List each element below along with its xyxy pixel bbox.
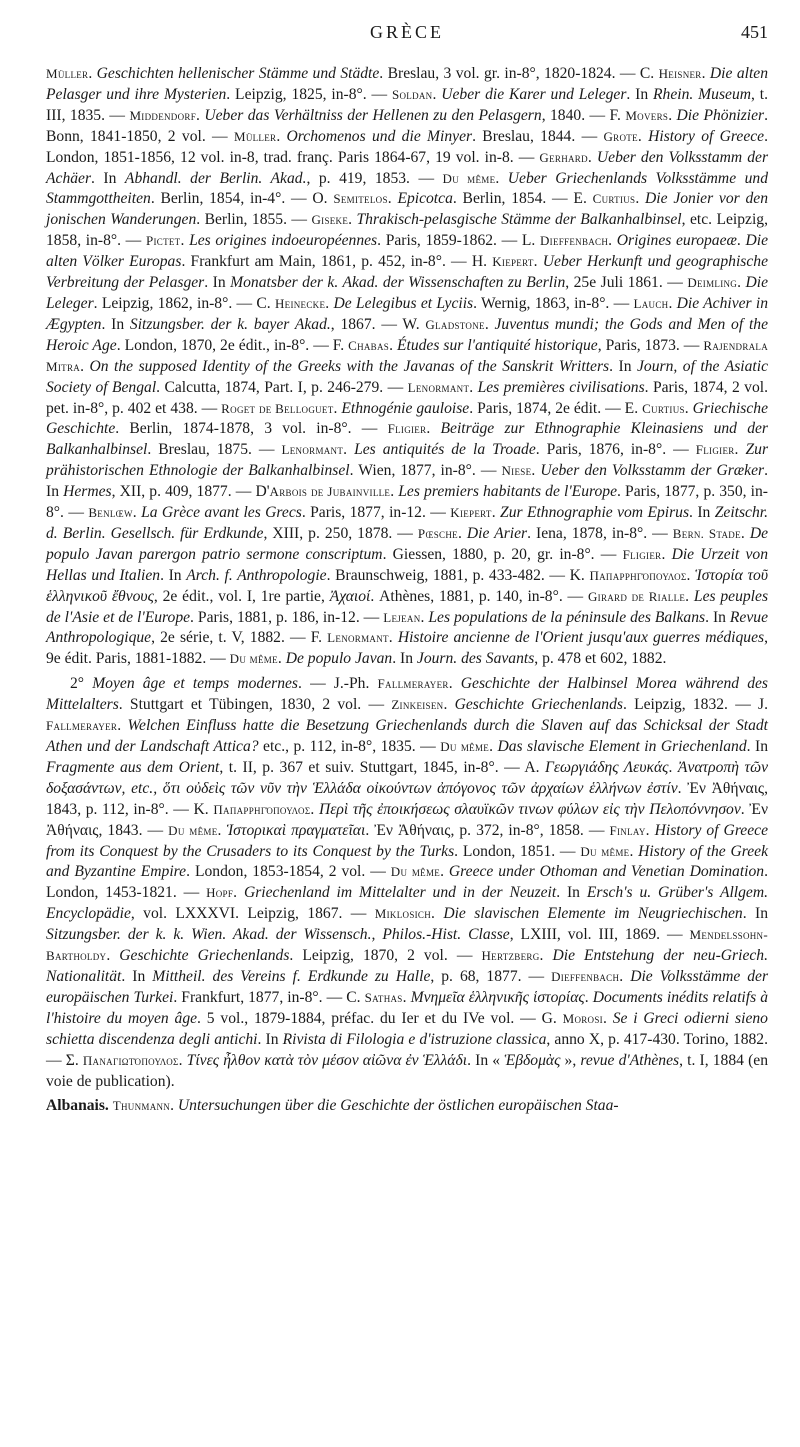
citation-text: . [602,1009,613,1027]
author-name: Bern. Stade [672,525,741,541]
author-name: Heinecke [274,295,326,311]
citation-text: , 25e Juli 1861. — [565,274,688,292]
work-title: Les populations de la péninsule des Balkans [428,608,706,626]
citation-text: . In [556,884,587,902]
work-title: Moyen âge et temps modernes [92,675,299,693]
citation-text: . [80,357,90,375]
work-title: Juventus mundi; the Gods and Men of the Heroic Age [46,315,769,354]
citation-text: . [180,232,190,250]
citation-text: . [388,629,398,647]
citation-text: , p. 478 et 602, 1882. [534,650,667,668]
citation-text: . [443,696,455,714]
citation-text: . [495,169,508,187]
work-title: Études sur l'antiquité historique [396,336,598,354]
work-title: Hermes [63,483,112,501]
citation-text: . [402,988,411,1006]
citation-text: . [389,336,397,354]
work-title: Griechenland im Mittelalter und in der Neuzeit [243,884,557,902]
work-title: Sitzungsber. der k. k. Wien. Akad. der Wissensch., Philos.-Hist. Classe [46,926,510,944]
author-name: Niese [501,463,532,479]
citation-text: . [668,758,678,776]
work-title: Geschichten hellenischer Stämme und Städte [96,65,380,82]
work-title: Die Leleger [46,274,768,312]
citation-text: , XIII, p. 250, 1878. — [263,524,418,542]
citation-text: , 1867. — W. [330,315,426,333]
citation-text: , t. III, 1835. — [46,85,768,124]
citation-text: . [491,504,501,522]
work-title: Arch. f. Anthropologie [186,566,327,584]
citation-text: . — J.-Ph. [298,675,378,693]
work-title: Les premières civilisations [477,378,645,396]
citation-text: . London, 1453-1821. — [46,863,768,902]
citation-text: . [629,842,639,860]
work-title: Περὶ τῆς ἐποικήσεως σλαυϊκῶν τινων φύλων εἰς τὴν Πελοπόννησον [318,800,741,818]
citation-text: . In [746,738,769,755]
author-name: Παπαρρηγόπουλος [213,801,311,817]
work-title: History of Greece from its Conquest by the Crusaders to its Conquest by the Turks [46,821,768,860]
citation-text: . In [609,357,638,375]
citation-text: . Berlin, 1874-1878, 3 vol. in-8°. — [115,420,388,438]
work-title: Ἀνατροπὴ τῶν δοξασάντων, etc., ὅτι οὐδεὶς τῶν νῦν τὴν Ἑλλάδα οἰκούντων ἀπόγονος τῶν ἀρχαίων ἑλλήνων ἐστίν [46,758,768,797]
author-name: Fallmerayer [46,718,118,734]
citation-text: . London, 1870, 2e édit., in-8°. — F. [116,336,349,354]
author-name: Du même [580,843,630,859]
citation-text: . Paris, 1876, in-8°. — [535,441,696,459]
book-page [46,16,768,1117]
author-name: Grote [603,128,638,144]
work-title: Ἀχαιοί [329,587,371,605]
author-name: Hopf [206,885,234,901]
author-name: Lenormant [281,442,344,458]
author-name: Rajendrala Mitra [46,337,769,374]
work-title: Greece under Othoman and Venetian Domination [448,863,765,881]
work-title: Geschichte Griechenlands [454,696,623,714]
citation-text: . In [705,608,730,626]
citation-text: . London, 1853-1854, 2 vol. — [186,863,391,881]
citation-text: . [387,190,398,208]
citation-text: . In [392,650,417,668]
work-title: Fragmente aus dem Orient [46,758,220,776]
citation-text: . Frankfurt am Main, 1861, p. 452, in-8°. — H. [181,253,493,271]
citation-text: . In [46,462,768,501]
author-name: Fligier [622,546,662,562]
work-title: La Grèce avant les Grecs [141,504,302,522]
paragraph-ancient-peoples [46,64,768,670]
work-title: Journ. des Savants [416,650,535,668]
citation-text: . [217,821,227,839]
citation-text: . Ἐν Ἀθήναις, p. 372, in-8°, 1858. — [365,821,610,839]
citation-text: . [484,315,495,333]
citation-text: . Wernig, 1863, in-8°. — [473,294,634,312]
citation-text: . [584,988,593,1006]
work-title: Ueber den Volksstamm der Græker [540,462,765,480]
author-name: Gladstone [425,316,485,332]
author-name: Lenormant [327,630,389,646]
author-name: Thunmann [112,1098,171,1114]
citation-text: . [432,85,442,103]
work-title: Documents inédits relatifs à l'histoire du moyen âge [46,988,768,1027]
author-name: Fligier [695,442,735,458]
citation-text: . [668,294,677,312]
author-name: Pictet [145,233,181,249]
author-name: Benlœw [88,505,133,521]
citation-text: , 1840. — F. [541,106,626,124]
citation-text: », [560,1051,581,1069]
citation-text: . [431,905,444,923]
work-title: History of Greece [648,127,765,145]
work-title: Monatsber der k. Akad. der Wissenschaften zu Berlin [230,274,566,292]
citation-text: . [325,294,334,312]
work-title: Journ, of the Asiatic Society of Bengal [46,357,769,396]
work-title: Les antiquités de la Troade [354,441,536,459]
citation-text: , 9e édit. Paris, 1881-1882. — [46,629,768,668]
citation-text: 2° [70,675,93,693]
work-title: Ἱστορία τοῦ ἑλληνικοῦ ἔθνους [46,566,769,605]
citation-text: . [448,675,461,693]
citation-text: . Paris, 1877, p. 350, in-8°. — [46,483,768,522]
citation-text: . Leipzig, 1825, in-8°. — [226,85,392,103]
work-title: Ueber die Karer und Leleger [441,85,627,103]
citation-text: . [635,190,646,208]
citation-text: . [426,420,441,438]
citation-text: . In [91,169,125,187]
citation-text: . 5 vol., 1879-1884, préfac. du Ier et du IVe vol. — G. [197,1009,563,1027]
work-title: Die Entstehung der neu-Griech. Nationalität [46,947,768,985]
work-title: Die Achiver in Ægypten [46,294,769,333]
author-name: Chabas [348,337,390,353]
work-title: Die Arier [466,524,528,542]
citation-text: . Ἐν Ἀθήναις, 1843. — [46,800,769,839]
work-title: Τίνες ἦλθον κατὰ τὸν μέσον αἰῶνα ἐν Ἑλλάδι [186,1051,468,1069]
citation-text: . Frankfurt, 1877, in-8°. — C. [173,988,365,1006]
author-name: Παπαρρηγόπουλος [589,567,687,583]
citation-text: . [440,863,449,881]
page-number: 451 [741,22,768,42]
work-title: Abhandl. der Berlin. Akad. [124,169,307,187]
work-title: Les origines indoeuropéennes [189,232,378,250]
work-title: Griechische Geschichte [46,399,769,438]
citation-text: . Paris, 1859-1862. — L. [377,232,540,250]
citation-text: , 2e édit., vol. I, 1re partie, [153,587,330,605]
citation-text: . Paris, 1881, p. 186, in-12. — [190,608,384,626]
work-title: revue d'Athènes [580,1051,680,1069]
citation-text: . [333,399,342,417]
citation-text: . [685,587,694,605]
author-name: Curtius [592,191,636,207]
citation-text: . [587,148,597,166]
citation-text: . [178,1051,187,1069]
work-title: Origines europaeæ [616,232,737,250]
citation-text: . [489,738,498,755]
citation-text: , 2e série, t. V, 1882. — F. [151,629,328,647]
citation-text: . In [689,504,715,522]
citation-text: . [348,211,357,229]
author-name: Kiepert [450,505,492,521]
citation-text: . In « [467,1051,505,1069]
citation-text: . Berlin, 1854. — E. [452,190,593,208]
citation-text: , XII, p. 409, 1877. — D' [111,483,270,501]
author-name: Du même [390,864,441,880]
work-title: Rivista di Filologia e d'istruzione classica [282,1030,547,1048]
work-title: Ueber Herkunft und geographische Verbreitung der Pelasger [46,253,768,292]
citation-text: . In [742,905,768,923]
work-title: Die Urzeit von Hellas und Italien [46,545,769,584]
citation-text: . [343,441,355,459]
work-title: Ueber das Verhältniss der Hellenen zu den Pelasgern [204,106,542,124]
author-name: Morosi [562,1010,603,1026]
citation-text: . Paris, 1874, 2 vol. pet. in-8°, p. 402 et 438. — [46,378,768,417]
work-title: Ueber Griechenlands Volksstämme und Stammgottheiten [46,169,768,208]
work-title: Die alten Pelasger und ihre Mysterien [46,65,769,103]
author-name: Fligier [387,421,427,437]
author-name: Movers [625,107,669,123]
work-title: Zeitschr. d. Berlin. Gesellsch. für Erdkunde [46,504,769,542]
citation-text: . [277,650,286,668]
citation-text: . In [257,1030,283,1048]
work-title: Ueber den Volksstamm der Achäer [46,148,769,187]
work-title: Ersch's u. Grüber's Allgem. Encyclopädie [46,884,769,923]
citation-text: , Paris, 1873. — [597,336,704,354]
work-title: Zur Ethnographie vom Epirus [500,504,690,522]
citation-text: . [531,462,541,480]
work-title: Welchen Einfluss hatte die Besetzung Griechenlands durch die Slaven auf das Schicksal der Stadt Athen und der Landschaft Attica? [46,717,769,755]
citation-text: . Iena, 1878, in-8°. — [527,524,673,542]
citation-text: . [469,378,478,396]
citation-text: . [132,504,142,522]
author-name: Du même [440,739,490,754]
work-title: De populo Javan [285,650,393,668]
citation-text: . [737,274,746,292]
citation-text: . In [121,967,153,985]
citation-text: . [533,253,543,271]
author-name: Lejean [383,609,421,625]
work-title: Sitzungsber. der k. bayer Akad. [129,315,331,333]
author-name: Lauch [633,295,669,311]
work-title: Zur prähistorischen Ethnologie der Balkanhalbinsel [46,441,769,480]
citation-text: . [170,1097,178,1115]
citation-text: . Bonn, 1841-1850, 2 vol. — [46,106,769,145]
work-title: Les peuples de l'Asie et de l'Europe [46,587,769,626]
work-title: On the supposed Identity of the Greeks with the Javanas of the Sanskrit Writters [89,357,610,375]
author-name: Mendelssohn-Bartholdy [46,927,768,964]
author-name: Pœsche [417,525,458,541]
citation-text: . [734,441,746,459]
citation-text: . [637,127,649,145]
citation-text: . In [626,85,654,103]
author-name: Heisner [658,66,702,81]
paragraph-albanians [46,1096,768,1117]
citation-text: . [668,106,677,124]
citation-text: . Leipzig, 1832. — J. [622,696,769,714]
work-title: Beiträge zur Ethnographie Kleinasiens und der Balkanhalbinsel [46,420,768,459]
author-name: Arbois de Jubainville [269,484,391,500]
work-title: Rhein. Museum [653,85,751,103]
citation-text: , t. I, 1884 (en voie de publication). [46,1051,768,1090]
author-name: Du même [168,822,218,838]
paragraph-middle-ages [46,674,768,1092]
citation-text: , vol. LXXXVI. Leipzig, 1867. — [130,905,375,923]
author-name: Dieffenbach [539,233,609,249]
citation-text: . Athènes, 1881, p. 140, in-8°. — [370,587,588,605]
work-title: Se i Greci odierni sieno schietta discendenza degli antichi [46,1009,768,1048]
bibliography-body [46,64,768,1117]
work-title: Die alten Völker Europas [46,232,769,271]
author-name: Girard de Rialle [587,588,686,604]
author-name: Semitelos [333,191,388,207]
citation-text: . Leipzig, 1862, in-8°. — C. [93,294,275,312]
work-title: Untersuchungen über die Geschichte der östlichen europäischen Staa- [177,1097,619,1115]
work-title: Histoire ancienne de l'Orient jusqu'aux guerres médiques [397,629,765,647]
citation-text: . [684,399,693,417]
work-title: Die Phönizier [676,106,765,124]
citation-text: , p. 419, 1853. — [306,169,443,187]
citation-text: , etc. Leipzig, 1858, in-8°. — [46,211,768,250]
work-title: Die slavischen Elemente im Neugriechischen [443,905,743,923]
citation-text: , LXIII, vol. III, 1869. — [509,926,690,944]
citation-text: , anno X, p. 417-430. Torino, 1882. — Σ. [46,1030,769,1069]
work-title: Epicotca [397,190,453,208]
citation-text: . [390,483,399,501]
work-title: Ἑβδομὰς [504,1051,561,1069]
work-title: Orchomenos und die Minyer [286,127,473,145]
work-title: Les premiers habitants de l'Europe [398,483,618,501]
author-name: Gerhard [539,149,588,165]
work-title: Ethnogénie gauloise [341,399,470,417]
citation-text: . Braunschweig, 1881, p. 433-482. — K. [326,566,590,584]
author-name: Roget de Belloguet [221,400,334,416]
citation-text: . Berlin, 1854, in-4°. — O. [150,190,334,208]
citation-text: . Paris, 1874, 2e édit. — E. [469,399,643,417]
citation-text: . In [204,274,231,292]
author-name: Giseke [311,212,349,228]
citation-text: . [661,545,672,563]
work-title: Die Jonier vor den jonischen Wanderungen [46,190,769,229]
citation-text: . [686,566,696,584]
citation-text: . [233,884,244,902]
citation-text: . Paris, 1877, in-12. — [301,504,451,522]
citation-text: . Ἐν Ἀθήναις, 1843, p. 112, in-8°. — K. [46,779,768,818]
author-name: Lenormant [407,379,470,395]
citation-text: . [645,821,655,839]
citation-text: . London, 1851. — [454,842,581,860]
citation-text: . [117,717,128,735]
citation-text: . [608,232,617,250]
citation-text: . Calcutta, 1874, Part. I, p. 246-279. — [156,378,408,396]
work-title: Γεωργιάδης Λευκάς [545,758,669,776]
citation-text: . [310,800,319,818]
citation-text: . Breslau, 1844. — [472,127,604,145]
citation-text: . In [101,315,130,333]
citation-text: . Berlin, 1855. — [196,211,312,229]
work-title: De Lelegibus et Lyciis [333,294,474,312]
work-title: Mittheil. des Vereins f. Erdkunde zu Halle [152,967,431,985]
author-name: Du même [442,170,496,186]
citation-text: . [736,232,746,250]
citation-text: , p. 68, 1877. — [430,967,552,985]
page-header [46,16,768,64]
work-title: Geschichte Griechenlands [119,947,290,965]
author-name: Müller [46,66,89,81]
citation-text: . [539,947,553,965]
author-name: Finlay [609,822,646,838]
citation-text: . [457,524,467,542]
work-title: Revue Anthropologique [46,608,768,647]
work-title: Ἱστορικαὶ πραγματεῖαι [226,821,366,839]
author-name: Sathas [364,989,403,1005]
citation-text: . Breslau, 1875. — [147,441,282,459]
citation-text: . Stuttgart et Tübingen, 1830, 2 vol. — [118,696,392,714]
author-name: Middendorf [129,107,197,123]
work-title: Die Volksstämme der europäischen Turkei [46,967,769,1006]
author-name: Müller [233,128,277,144]
citation-text: . Leipzig, 1870, 2 vol. — [289,947,482,965]
work-title: De populo Javan parergon patrio sermone conscriptum [46,524,769,563]
citation-text: . Breslau, 3 vol. gr. in-8°, 1820-1824. — C. [379,65,659,82]
citation-text: . [106,947,120,965]
citation-text: , t. II, p. 367 et suiv. Stuttgart, 1845, in-8°. — A. [219,758,546,776]
author-name: Fallmerayer [377,676,449,692]
work-title: History of the Greek and Byzantine Empire [46,842,768,881]
author-name: Dieffenbach [551,968,620,984]
citation-text: . Wien, 1877, in-8°. — [349,462,502,480]
section-heading: Albanais. [46,1097,109,1115]
running-title: GRÈCE [369,22,444,42]
author-name: Du même [229,651,278,667]
citation-text: . [619,967,631,985]
citation-text: . In [160,566,187,584]
citation-text: . [88,65,97,82]
author-name: Soldan [391,86,433,102]
work-title: Thrakisch-pelasgische Stämme der Balkanhalbinsel [356,211,682,229]
author-name: Παναγιωτόπουλος [82,1052,179,1068]
author-name: Miklosich [374,906,432,922]
citation-text: . Giessen, 1880, p. 20, gr. in-8°. — [382,545,623,563]
author-name: Curtius [642,400,685,416]
author-name: Hertzberg [481,948,540,964]
citation-text: . [196,106,205,124]
work-title: Geschichte der Halbinsel Morea während des Mittelalters [46,675,769,714]
author-name: Kiepert [492,254,534,270]
author-name: Zinkeisen [391,697,444,713]
citation-text: . [701,65,710,82]
citation-text: . [740,524,750,542]
citation-text: etc., p. 112, in-8°, 1835. — [258,738,441,755]
author-name: Deimling [687,275,738,291]
citation-text: . [276,127,287,145]
work-title: Das slavische Element in Griechenland [497,738,747,755]
citation-text: . London, 1851-1856, 12 vol. in-8, trad. franç. Paris 1864-67, 19 vol. in-8. — [46,127,768,166]
citation-text: . [420,608,429,626]
work-title: Μνημεῖα ἑλληνικῆς ἱστορίας [410,988,585,1006]
